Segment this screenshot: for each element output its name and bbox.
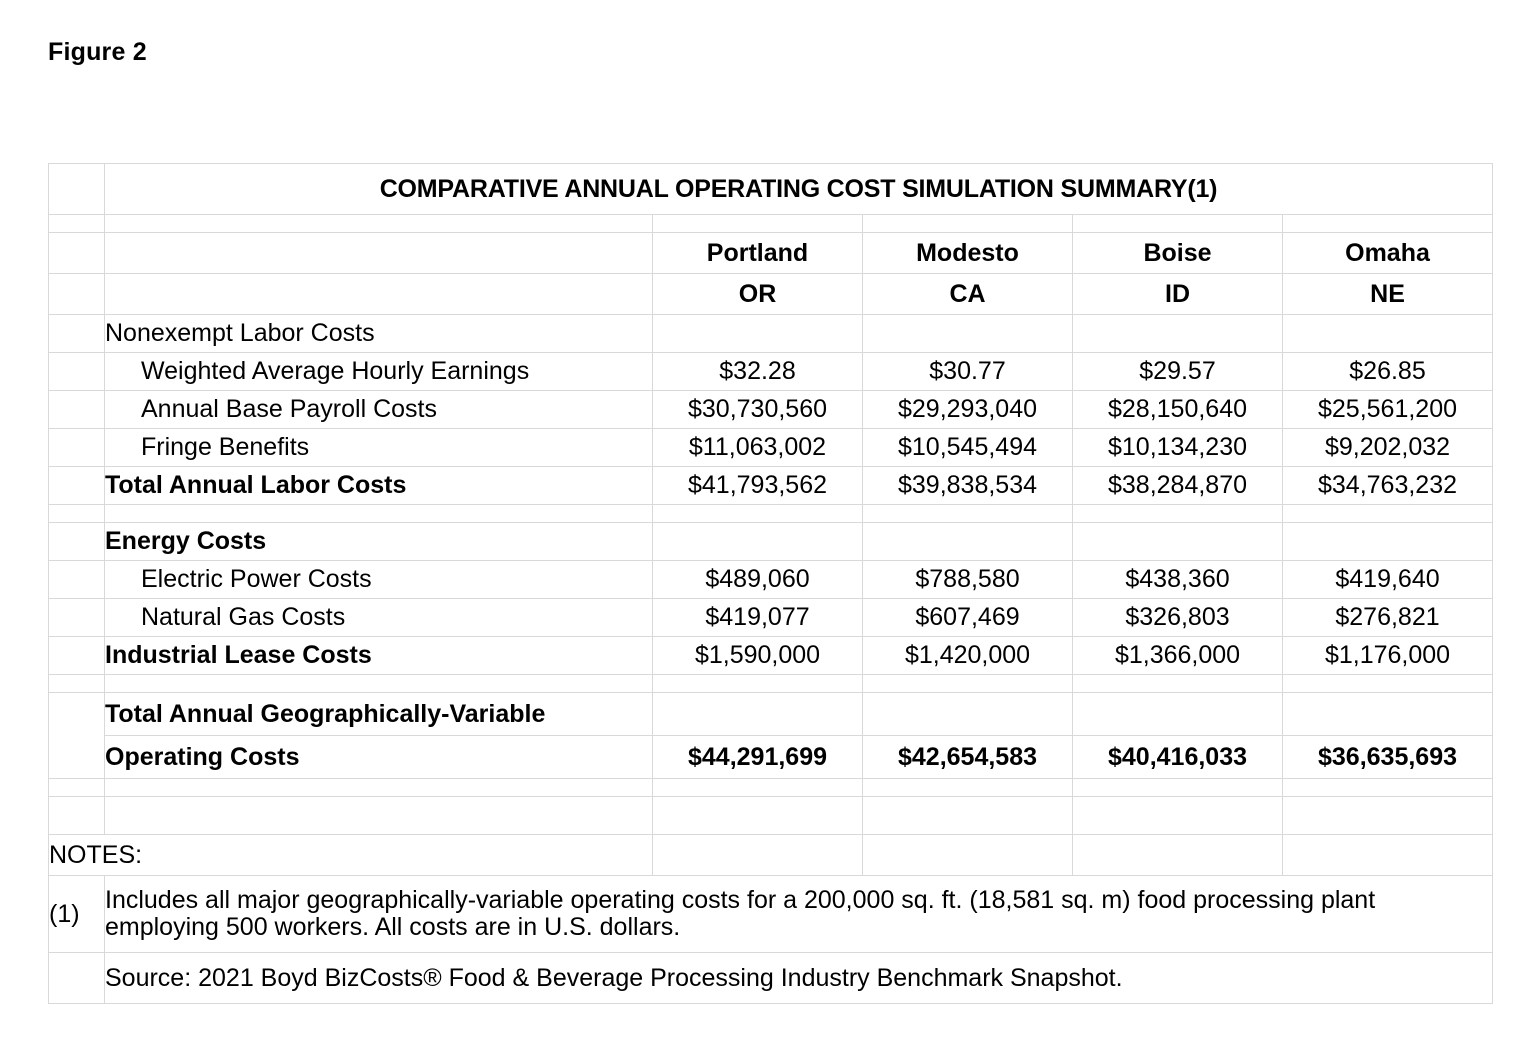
cell-value: $28,150,640: [1073, 391, 1283, 429]
gutter-cell: [49, 164, 105, 215]
column-header-state-ne: NE: [1283, 274, 1493, 315]
spacer-cell: [105, 675, 653, 693]
table-row-total-labor: [49, 467, 1493, 505]
header-blank-cell: [105, 274, 653, 315]
spacer-cell: [1073, 505, 1283, 523]
cell-value: $788,580: [863, 561, 1073, 599]
note-row: [49, 876, 1493, 953]
spacer-cell: [1283, 675, 1493, 693]
gutter-cell: [49, 779, 105, 797]
spacer-cell: [105, 215, 653, 233]
spacer-cell: [653, 779, 863, 797]
empty-cell: [1283, 693, 1493, 736]
row-label-fringe-benefits: Fringe Benefits: [105, 429, 653, 467]
spacer-cell: [863, 215, 1073, 233]
empty-cell: [1073, 315, 1283, 353]
cell-value: $276,821: [1283, 599, 1493, 637]
row-label-industrial-lease-costs: Industrial Lease Costs: [105, 637, 653, 675]
spacer-cell: [653, 215, 863, 233]
spacer-row: [49, 675, 1493, 693]
section-heading-row: [49, 315, 1493, 353]
spacer-cell: [863, 797, 1073, 835]
cell-value: $41,793,562: [653, 467, 863, 505]
table-title-row: [49, 164, 1493, 215]
row-label-total-annual-labor-costs: Total Annual Labor Costs: [105, 467, 653, 505]
grand-total-value-portland: $44,291,699: [653, 736, 863, 779]
cell-value: $9,202,032: [1283, 429, 1493, 467]
gutter-cell: [49, 599, 105, 637]
cell-value: $11,063,002: [653, 429, 863, 467]
gutter-cell: [49, 797, 105, 835]
empty-cell: [653, 835, 863, 876]
empty-cell: [1283, 835, 1493, 876]
cell-value: $25,561,200: [1283, 391, 1493, 429]
cell-value: $1,176,000: [1283, 637, 1493, 675]
gutter-cell: [49, 233, 105, 274]
column-header-state-ca: CA: [863, 274, 1073, 315]
header-city-row: [49, 233, 1493, 274]
grand-total-value-omaha: $36,635,693: [1283, 736, 1493, 779]
grand-total-row-line1: [49, 693, 1493, 736]
gutter-cell: [49, 215, 105, 233]
note-text: Includes all major geographically-variable operating costs for a 200,000 sq. ft. (18,581 sq. m) food processing plant employing 500 workers. All costs are in U.S. dollars.: [105, 876, 1493, 953]
header-blank-cell: [105, 233, 653, 274]
grand-total-value-boise: $40,416,033: [1073, 736, 1283, 779]
gutter-cell: [49, 953, 105, 1004]
note-marker: (1): [49, 876, 105, 953]
empty-cell: [863, 315, 1073, 353]
spacer-cell: [1283, 215, 1493, 233]
gutter-cell: [49, 429, 105, 467]
cell-value: $30.77: [863, 353, 1073, 391]
gutter-cell: [49, 353, 105, 391]
table-row: [49, 391, 1493, 429]
empty-cell: [863, 835, 1073, 876]
section-heading-labor: Nonexempt Labor Costs: [105, 315, 653, 353]
source-row: [49, 953, 1493, 1004]
spacer-cell: [1073, 215, 1283, 233]
spacer-cell: [863, 505, 1073, 523]
empty-cell: [863, 523, 1073, 561]
column-header-city-omaha: Omaha: [1283, 233, 1493, 274]
spacer-row: [49, 215, 1493, 233]
gutter-cell: [49, 391, 105, 429]
gutter-cell: [49, 505, 105, 523]
empty-cell: [1283, 523, 1493, 561]
cell-value: $30,730,560: [653, 391, 863, 429]
gutter-cell: [49, 523, 105, 561]
table-row: [49, 561, 1493, 599]
table-row: [49, 599, 1493, 637]
spacer-cell: [653, 675, 863, 693]
spacer-cell: [1283, 505, 1493, 523]
row-label-annual-base-payroll-costs: Annual Base Payroll Costs: [105, 391, 653, 429]
gutter-cell: [49, 467, 105, 505]
cell-value: $32.28: [653, 353, 863, 391]
row-label-natural-gas-costs: Natural Gas Costs: [105, 599, 653, 637]
empty-cell: [1073, 523, 1283, 561]
cell-value: $29.57: [1073, 353, 1283, 391]
cell-value: $419,640: [1283, 561, 1493, 599]
cell-value: $607,469: [863, 599, 1073, 637]
empty-cell: [653, 315, 863, 353]
cell-value: $26.85: [1283, 353, 1493, 391]
cell-value: $326,803: [1073, 599, 1283, 637]
spacer-cell: [863, 779, 1073, 797]
cell-value: $29,293,040: [863, 391, 1073, 429]
row-label-weighted-average-hourly-earnings: Weighted Average Hourly Earnings: [105, 353, 653, 391]
spacer-cell: [105, 779, 653, 797]
gutter-cell: [49, 693, 105, 779]
spacer-cell: [105, 505, 653, 523]
gutter-cell: [49, 561, 105, 599]
source-text: Source: 2021 Boyd BizCosts® Food & Beverage Processing Industry Benchmark Snapshot.: [105, 953, 1493, 1004]
cell-value: $34,763,232: [1283, 467, 1493, 505]
cell-value: $419,077: [653, 599, 863, 637]
column-header-city-portland: Portland: [653, 233, 863, 274]
spacer-row: [49, 779, 1493, 797]
spacer-cell: [1283, 797, 1493, 835]
empty-cell: [653, 523, 863, 561]
cell-value: $1,366,000: [1073, 637, 1283, 675]
table-row: [49, 429, 1493, 467]
empty-cell: [1073, 835, 1283, 876]
empty-cell: [1283, 315, 1493, 353]
table-row: [49, 353, 1493, 391]
spacer-cell: [1073, 779, 1283, 797]
spacer-row: [49, 505, 1493, 523]
header-state-row: [49, 274, 1493, 315]
spacer-cell: [863, 675, 1073, 693]
row-label-electric-power-costs: Electric Power Costs: [105, 561, 653, 599]
column-header-state-id: ID: [1073, 274, 1283, 315]
cell-value: $10,545,494: [863, 429, 1073, 467]
notes-heading-row: [49, 835, 1493, 876]
spacer-cell: [653, 797, 863, 835]
spacer-row: [49, 797, 1493, 835]
gutter-cell: [49, 315, 105, 353]
table-title: COMPARATIVE ANNUAL OPERATING COST SIMULATION SUMMARY(1): [105, 164, 1493, 215]
cost-table-container: [48, 163, 1492, 1004]
spacer-cell: [1073, 675, 1283, 693]
spacer-cell: [653, 505, 863, 523]
cell-value: $1,590,000: [653, 637, 863, 675]
section-heading-row: [49, 523, 1493, 561]
notes-heading: NOTES:: [49, 835, 653, 876]
empty-cell: [1073, 693, 1283, 736]
spacer-cell: [105, 797, 653, 835]
column-header-state-or: OR: [653, 274, 863, 315]
table-row-industrial-lease: [49, 637, 1493, 675]
gutter-cell: [49, 637, 105, 675]
grand-total-label-line1: Total Annual Geographically-Variable: [105, 693, 653, 736]
comparative-cost-table: [48, 163, 1493, 1004]
cell-value: $38,284,870: [1073, 467, 1283, 505]
spacer-cell: [1073, 797, 1283, 835]
section-heading-energy: Energy Costs: [105, 523, 653, 561]
grand-total-label-line2: Operating Costs: [105, 736, 653, 779]
grand-total-row-line2: [49, 736, 1493, 779]
column-header-city-boise: Boise: [1073, 233, 1283, 274]
grand-total-value-modesto: $42,654,583: [863, 736, 1073, 779]
gutter-cell: [49, 675, 105, 693]
gutter-cell: [49, 274, 105, 315]
cell-value: $39,838,534: [863, 467, 1073, 505]
empty-cell: [653, 693, 863, 736]
cell-value: $10,134,230: [1073, 429, 1283, 467]
cell-value: $489,060: [653, 561, 863, 599]
empty-cell: [863, 693, 1073, 736]
spacer-cell: [1283, 779, 1493, 797]
figure-label: Figure 2: [48, 38, 147, 66]
cell-value: $438,360: [1073, 561, 1283, 599]
column-header-city-modesto: Modesto: [863, 233, 1073, 274]
cell-value: $1,420,000: [863, 637, 1073, 675]
